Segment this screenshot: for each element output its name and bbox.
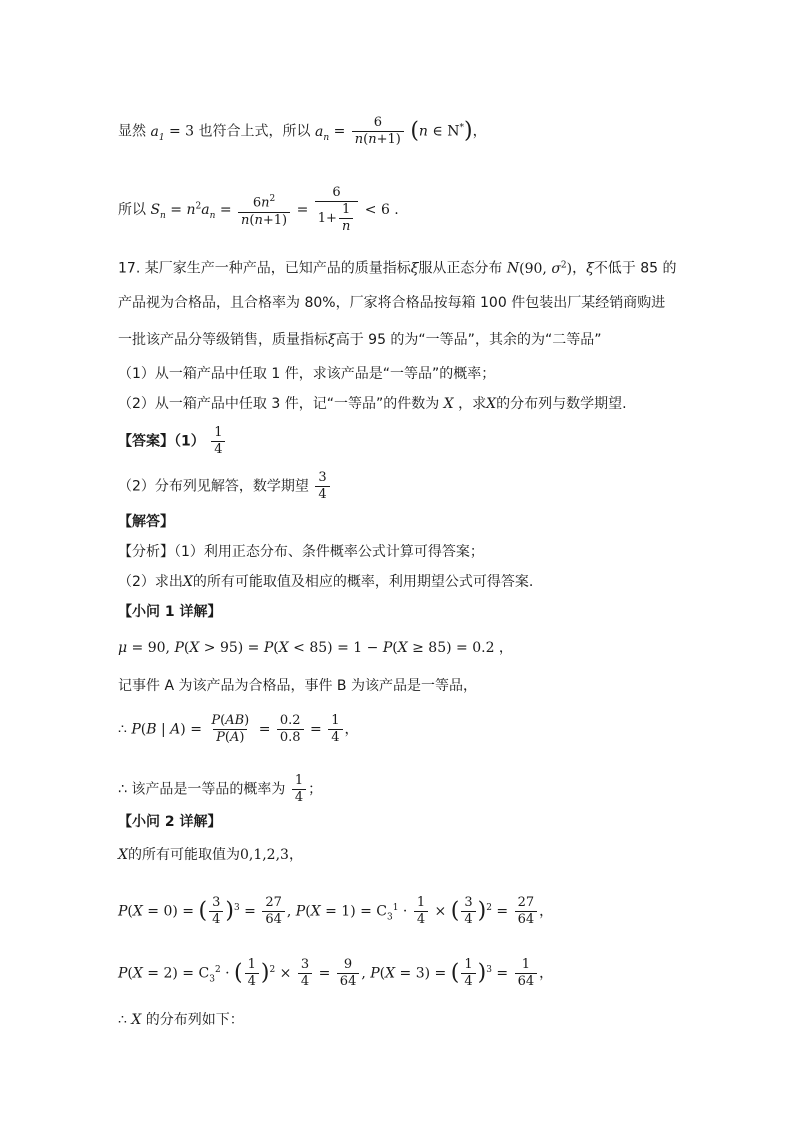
- q17-sub2: （2）从一箱产品中任取 3 件，记“一等品”的件数为 X ，求X的分布列与数学期望.: [118, 396, 627, 412]
- px23-line: $P(X = 2) = C_3^2$ · ( $\frac{1}{4}$ )$^2$ × $\frac{3}{4}$ = $\frac{9}{64}$ , P(X = 3) = ( $\frac{1}{4}$ )$^3$ = $\frac{1}{64}$ ，: [118, 957, 554, 989]
- text: （2）分布列见解答，数学期望: [118, 478, 309, 495]
- event-line: 记事件 A 为该产品为合格品，事件 B 为该产品是一等品，: [118, 678, 477, 694]
- text: 不低于 85 的: [593, 260, 677, 277]
- text: 所以: [118, 202, 146, 218]
- math: $S_n$: [150, 202, 166, 221]
- text: 显然: [118, 123, 146, 140]
- cond-prob-line: ∴ P(B | A) = $\frac{P(AB)}{P(A)}$ = $\frac{0.2}{0.8}$ = $\frac{1}{4}$ ，: [118, 713, 359, 745]
- fraction: 6 1+ $\frac{1}{n}$: [315, 185, 359, 235]
- text: 高于 95 的为“一等品”，其余的为“二等品”: [335, 332, 602, 348]
- fraction: $\frac{0.2}{0.8}$: [277, 713, 304, 746]
- fraction: $\frac{P(AB)}{P(A)}$: [211, 713, 250, 745]
- text: 也符合上式，所以: [198, 123, 311, 140]
- q17-line1: 17. 某厂家生产一种产品，已知产品的质量指标ξ服从正态分布 N(90, $\sigma^2$)，ξ不低于 85 的: [118, 260, 677, 277]
- fraction: $\frac{6n^2}{n(n+1)}$: [238, 191, 290, 228]
- line-sn-formula: 所以 $S_n = n^2a_n$ = $\frac{6n^2}{n(n+1)}$ = 6 1+ $\frac{1}{n}$ < 6 .: [118, 185, 399, 234]
- dist-label-line: ∴ X 的分布列如下：: [118, 1012, 244, 1028]
- values: 0,1,2,3: [239, 847, 289, 863]
- sub1-label: 【小问 1 详解】: [118, 604, 222, 620]
- text: 一批该产品分等级销售，质量指标: [118, 332, 328, 348]
- answer-label: 【答案】（1）: [118, 433, 205, 450]
- fraction: $\frac{3}{4}$: [315, 470, 329, 503]
- q17-line2: 产品视为合格品，且合格率为 80%，厂家将合格品按每箱 100 件包装出厂某经销商购进: [118, 295, 666, 311]
- text: 的分布列如下：: [145, 1012, 244, 1028]
- fraction: $\frac{1}{4}$: [292, 773, 306, 806]
- math: $a_1$: [150, 123, 165, 143]
- q17-line3: 一批该产品分等级销售，质量指标ξ高于 95 的为“一等品”，其余的为“二等品”: [118, 332, 602, 348]
- math: $a_n$: [315, 123, 330, 143]
- answer-line2: [118, 470, 332, 503]
- answer-line1: [118, 425, 227, 458]
- fraction: $\frac{1}{4}$: [328, 713, 342, 746]
- text: （2）求出: [118, 574, 183, 590]
- solution-label: 【解答】: [118, 514, 174, 530]
- text: 的分布列与数学期望.: [496, 396, 627, 412]
- text: ，求: [458, 396, 487, 412]
- q17-sub1: （1）从一箱产品中任取 1 件，求该产品是“一等品”的概率；: [118, 366, 496, 382]
- sub2-label: 【小问 2 详解】: [118, 814, 222, 830]
- fraction: $\frac{6}{n(n+1)}$: [352, 115, 404, 148]
- text: ∴ 该产品是一等品的概率为: [118, 781, 286, 798]
- analysis-1: 【分析】（1）利用正态分布、条件概率公式计算可得答案；: [118, 544, 484, 560]
- text: 服从正态分布: [418, 260, 503, 277]
- text: 的所有可能取值为: [127, 847, 240, 863]
- mu-line: μ = 90, P(X > 95) = P(X < 85) = 1 − P(X ≥ 85) = 0.2 ，: [118, 640, 513, 656]
- values-line: X的所有可能取值为0,1,2,3，: [118, 847, 303, 863]
- text: （2）从一箱产品中任取 3 件，记“一等品”的件数为: [118, 396, 440, 412]
- analysis-2: （2）求出X的所有可能取值及相应的概率，利用期望公式可得答案.: [118, 574, 534, 590]
- text: 17. 某厂家生产一种产品，已知产品的质量指标: [118, 260, 411, 277]
- text: 的所有可能取值及相应的概率，利用期望公式可得答案.: [192, 574, 534, 590]
- fraction: $\frac{1}{4}$: [211, 425, 225, 458]
- conclusion1-line: ∴ 该产品是一等品的概率为 $\frac{1}{4}$ ；: [118, 773, 323, 805]
- px01-line: P(X = 0) = ( $\frac{3}{4}$ )$^3$ = $\frac{27}{64}$ , $P(X = 1) = C_3^1$ · $\frac{1}{4}$ × ( $\frac{3}{4}$ )$^2$ = $\frac{27}{64}$ ，: [118, 895, 554, 927]
- line-a1-formula: 显然 $a_1 = 3$ 也符合上式，所以 $a_n$ = $\frac{6}{n(n+1)}$ (n ∈ N*)，: [118, 115, 487, 147]
